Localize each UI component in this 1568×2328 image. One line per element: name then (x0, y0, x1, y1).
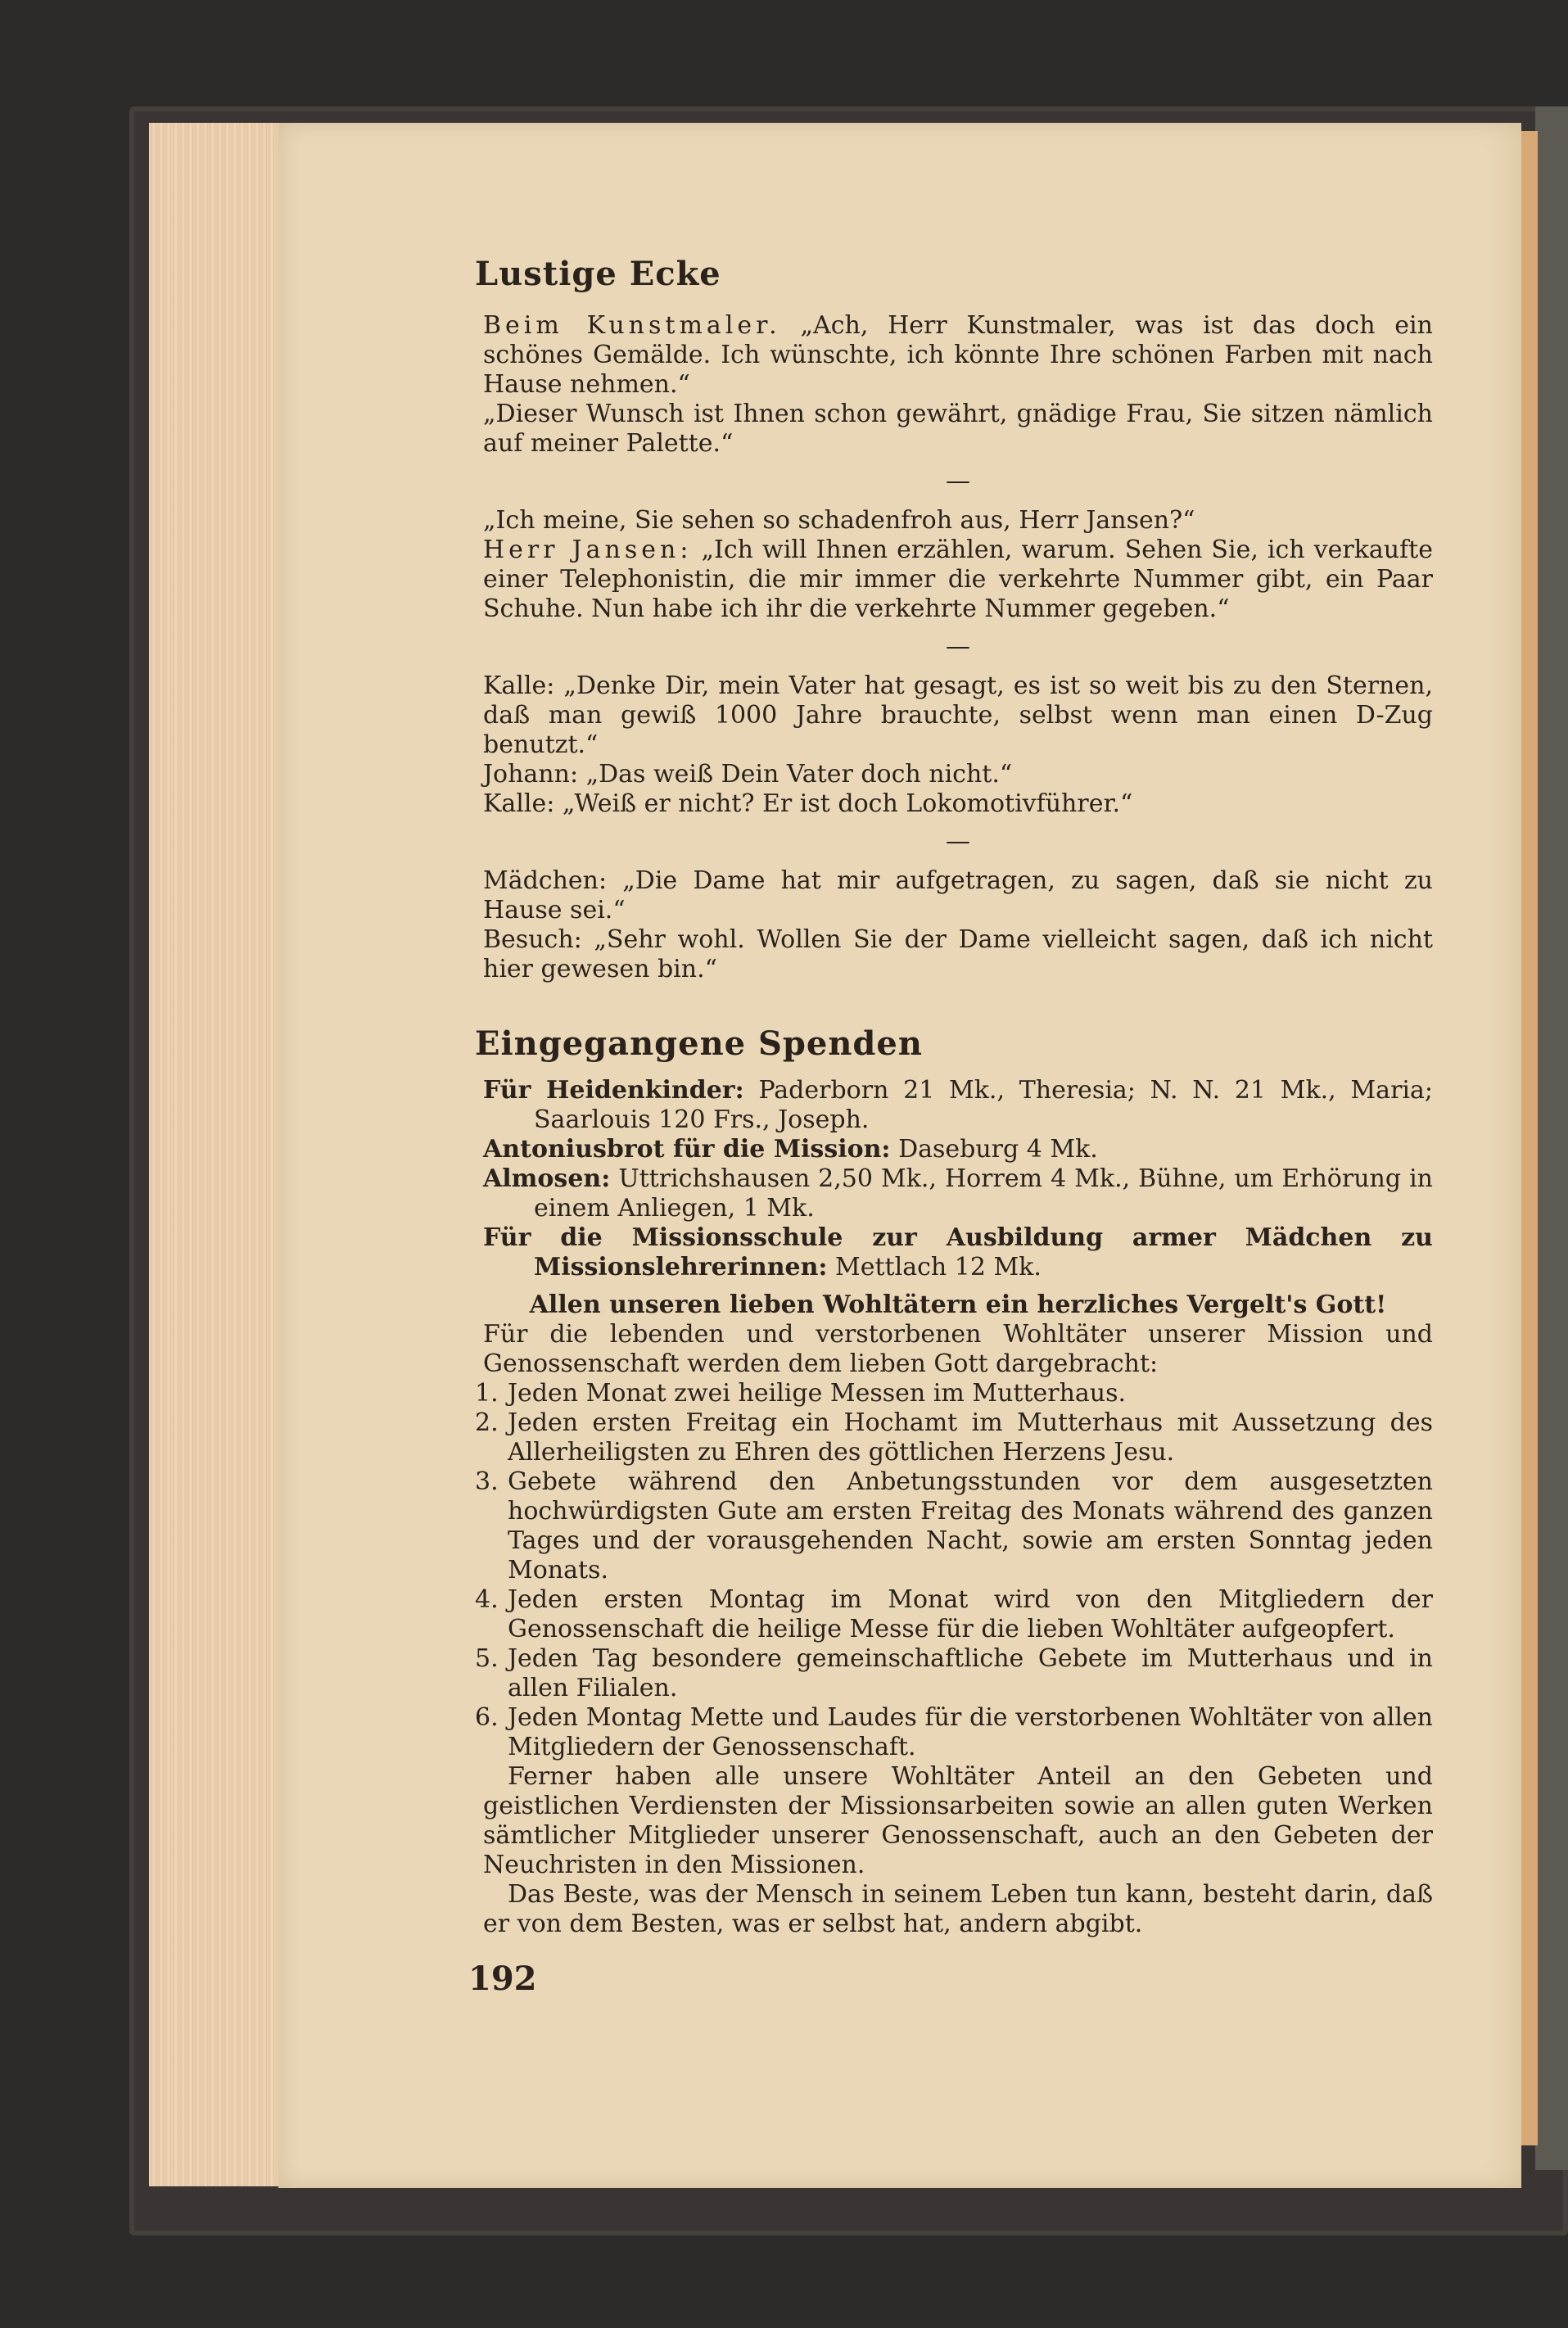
list-text: Gebete während den Anbetungsstunden vor dem ausgesetzten hochwürdigsten Gute am ersten Freitag des Monats während des ganzen Tages und der vorausgehenden Nacht, sowie am ersten Sonntag jeden Monats. (508, 1467, 1433, 1584)
humor-text: „Ach, Herr Kunstmaler, was ist das doch ein schönes Gemälde. Ich wünschte, ich könnte Ihre schönen Farben mit nach Hause nehmen.“ (483, 311, 1433, 399)
section-title-donations: Eingegangene Spenden (475, 1024, 923, 1063)
section-title-humor: Lustige Ecke (475, 255, 721, 293)
humor-paragraph (483, 536, 1433, 624)
opposite-page-edge (1535, 106, 1568, 2170)
donation-label: Für die Missionsschule zur Ausbildung armer Mädchen zu Missionslehrerinnen: (483, 1223, 1433, 1282)
list-item (475, 1379, 1433, 1408)
closing-paragraph: Ferner haben alle unsere Wohltäter Anteil an den Gebeten und geistlichen Verdiensten der Missionsarbeiten sowie an allen guten Werken sämtlicher Mitglieder unserer Genossenschaft, auch an den Gebeten der Neuchristen in den Missionen. (483, 1762, 1433, 1879)
list-text: Jeden Tag besondere gemeinschaftliche Gebete im Mutterhaus und in allen Filialen. (508, 1644, 1433, 1702)
list-number: 3. (475, 1467, 499, 1496)
page-gutter (1521, 131, 1538, 2145)
list-item (475, 1467, 1433, 1585)
donation-text: Uttrichshausen 2,50 Mk., Horrem 4 Mk., Bühne, um Erhörung in einem Anliegen, 1 Mk. (534, 1164, 1433, 1223)
page-content (475, 254, 1433, 1939)
list-number: 2. (475, 1408, 499, 1437)
prayer-list (475, 1379, 1433, 1762)
list-number: 6. (475, 1703, 499, 1732)
list-item (475, 1408, 1433, 1467)
donation-label: Antoniusbrot für die Mission: (483, 1135, 891, 1164)
list-item (475, 1644, 1433, 1703)
list-item (475, 1585, 1433, 1644)
donation-label: Für Heidenkinder: (483, 1076, 744, 1105)
donation-entry (483, 1076, 1433, 1135)
closing-paragraph: Das Beste, was der Mensch in seinem Leben tun kann, besteht darin, daß er von dem Besten, was er selbst hat, andern abgibt. (483, 1880, 1433, 1938)
list-text: Jeden ersten Freitag ein Hochamt im Mutterhaus mit Aussetzung des Allerheiligsten zu Ehren des göttlichen Herzens Jesu. (508, 1408, 1433, 1467)
humor-paragraph: Kalle: „Weiß er nicht? Er ist doch Lokomotivführer.“ (483, 789, 1133, 818)
donation-entry (483, 1135, 1433, 1164)
separator: — (946, 467, 970, 495)
humor-paragraph: „Dieser Wunsch ist Ihnen schon gewährt, gnädige Frau, Sie sitzen nämlich auf meiner Palette.“ (483, 400, 1433, 458)
humor-paragraph: „Ich meine, Sie sehen so schadenfroh aus, Herr Jansen?“ (483, 506, 1195, 535)
donation-text: Daseburg 4 Mk. (898, 1135, 1098, 1164)
list-text: Jeden Montag Mette und Laudes für die verstorbenen Wohltäter von allen Mitgliedern der Genossenschaft. (508, 1703, 1433, 1761)
donation-text: Mettlach 12 Mk. (835, 1253, 1042, 1282)
humor-lead: Beim Kunstmaler. (483, 311, 781, 340)
intro-paragraph: Für die lebenden und verstorbenen Wohltäter unserer Mission und Genossenschaft werden dem lieben Gott dargebracht: (483, 1320, 1433, 1378)
humor-paragraph: Kalle: „Denke Dir, mein Vater hat gesagt, es ist so weit bis zu den Sternen, daß man gewiß 1000 Jahre brauchte, selbst wenn man einen D-Zug benutzt.“ (483, 671, 1433, 759)
list-text: Jeden Monat zwei heilige Messen im Mutterhaus. (508, 1379, 1127, 1408)
humor-text: „Ich will Ihnen erzählen, warum. Sehen Sie, ich verkaufte einer Telephonistin, die mir immer die verkehrte Nummer gibt, ein Paar Schuhe. Nun habe ich ihr die verkehrte Nummer gegeben.“ (483, 536, 1433, 623)
list-number: 1. (475, 1379, 499, 1408)
humor-paragraph: Besuch: „Sehr wohl. Wollen Sie der Dame vielleicht sagen, daß ich nicht hier gewesen bin.“ (483, 925, 1433, 983)
separator: — (946, 632, 970, 661)
humor-paragraph: Mädchen: „Die Dame hat mir aufgetragen, zu sagen, daß sie nicht zu Hause sei.“ (483, 866, 1433, 924)
humor-lead: Herr Jansen: (483, 536, 693, 564)
donation-entry (483, 1223, 1433, 1282)
list-text: Jeden ersten Montag im Monat wird von den Mitgliedern der Genossenschaft die heilige Messe für die lieben Wohltäter aufgeopfert. (508, 1585, 1433, 1643)
donation-label: Almosen: (483, 1164, 611, 1193)
humor-paragraph (483, 311, 1433, 400)
donation-text: Paderborn 21 Mk., Theresia; N. N. 21 Mk., Maria; Saarlouis 120 Frs., Joseph. (534, 1076, 1433, 1134)
list-item (475, 1703, 1433, 1762)
list-number: 5. (475, 1644, 499, 1673)
thanks-line: Allen unseren lieben Wohltätern ein herzliches Vergelt's Gott! (529, 1291, 1387, 1319)
page-number: 192 (468, 1960, 537, 1998)
list-number: 4. (475, 1585, 499, 1614)
humor-paragraph: Johann: „Das weiß Dein Vater doch nicht.“ (483, 760, 1013, 789)
separator: — (946, 827, 970, 856)
donation-entry (483, 1164, 1433, 1223)
page-stack-edge (149, 123, 288, 2186)
